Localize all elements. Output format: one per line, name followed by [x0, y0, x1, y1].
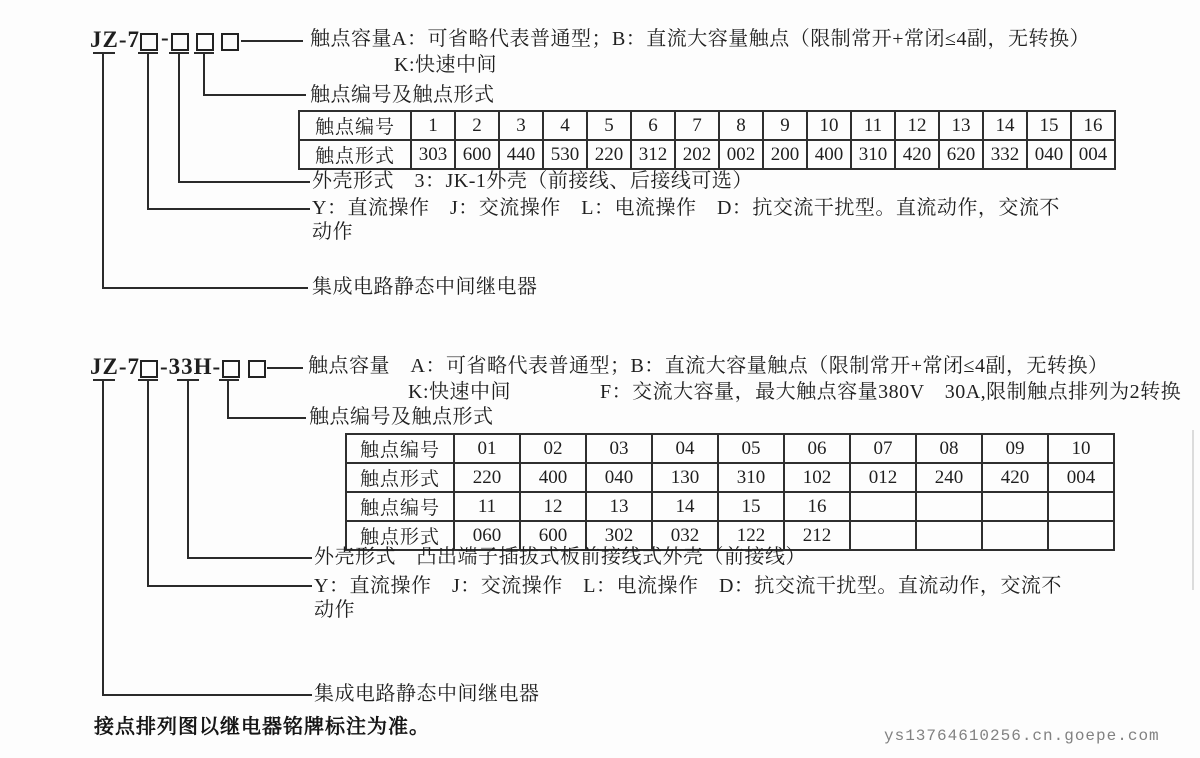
- table-cell: 02: [520, 434, 586, 463]
- row-header: 触点形式: [346, 521, 454, 550]
- table-cell: 310: [851, 140, 895, 169]
- row-header: 触点形式: [299, 140, 411, 169]
- table-cell: [916, 492, 982, 521]
- table-cell: [1048, 492, 1114, 521]
- model-code-2-box-1: [140, 360, 158, 378]
- model-code-1-box-2: [171, 33, 189, 51]
- table-cell: 004: [1071, 140, 1115, 169]
- operation-note-2-wrap: 动作: [314, 599, 355, 621]
- capacity-note-1-k: K:快速中间: [394, 54, 497, 76]
- contact-table-2: [345, 433, 1115, 551]
- table-cell: 302: [586, 521, 652, 550]
- connector-line: [147, 379, 149, 587]
- table-cell: 332: [983, 140, 1027, 169]
- table-cell: 122: [718, 521, 784, 550]
- table-cell: 10: [807, 111, 851, 140]
- table-cell: 07: [850, 434, 916, 463]
- connector-line: [241, 40, 303, 42]
- operation-note-1: Y：直流操作 J：交流操作 L：电流操作 D：抗交流干扰型。直流动作，交流不: [312, 197, 1060, 219]
- table-cell: 12: [520, 492, 586, 521]
- table-cell: [982, 492, 1048, 521]
- table-cell: 05: [718, 434, 784, 463]
- connector-line: [178, 181, 310, 183]
- connector-line: [187, 379, 189, 559]
- table-cell: 03: [586, 434, 652, 463]
- table-cell: 7: [675, 111, 719, 140]
- connector-line: [178, 52, 180, 183]
- table-cell: 16: [784, 492, 850, 521]
- table-row: [299, 111, 1115, 140]
- connector-line: [102, 694, 312, 696]
- tick-line: [93, 379, 115, 381]
- table-cell: 303: [411, 140, 455, 169]
- model-code-1-prefix: JZ-7: [90, 27, 140, 52]
- tick-line: [93, 52, 115, 54]
- table-cell: 002: [719, 140, 763, 169]
- connector-line: [102, 287, 308, 289]
- table-cell: 600: [520, 521, 586, 550]
- model-code-2-box-2: [222, 360, 240, 378]
- connector-line: [203, 52, 205, 96]
- table-cell: 14: [652, 492, 718, 521]
- table-cell: 14: [983, 111, 1027, 140]
- operation-note-2: Y：直流操作 J：交流操作 L：电流操作 D：抗交流干扰型。直流动作，交流不: [314, 575, 1062, 597]
- table-cell: 12: [895, 111, 939, 140]
- table-cell: 040: [586, 463, 652, 492]
- table-cell: [850, 521, 916, 550]
- table-cell: 9: [763, 111, 807, 140]
- table-cell: 10: [1048, 434, 1114, 463]
- shell-note-1: 外壳形式 3：JK-1外壳（前接线、后接线可选）: [312, 170, 753, 192]
- table-cell: 11: [851, 111, 895, 140]
- capacity-note-1: 触点容量A：可省略代表普通型；B：直流大容量触点（限制常开+常闭≤4副，无转换）: [310, 28, 1091, 50]
- table-cell: 13: [586, 492, 652, 521]
- connector-line: [227, 379, 229, 419]
- connector-line: [267, 367, 303, 369]
- row-header: 触点编号: [346, 434, 454, 463]
- table-row: [346, 463, 1114, 492]
- connector-line: [147, 208, 310, 210]
- table-cell: 200: [763, 140, 807, 169]
- capacity-note-2-f: F：交流大容量，最大触点容量380V 30A,限制触点排列为2转换: [600, 381, 1182, 403]
- table-cell: 530: [543, 140, 587, 169]
- contact-heading-1: 触点编号及触点形式: [310, 84, 495, 106]
- table-cell: 312: [631, 140, 675, 169]
- site-watermark: ys13764610256.cn.goepe.com: [884, 727, 1160, 745]
- table-cell: 11: [454, 492, 520, 521]
- connector-line: [227, 417, 306, 419]
- table-cell: 01: [454, 434, 520, 463]
- table-cell: [916, 521, 982, 550]
- table-cell: 06: [784, 434, 850, 463]
- table-cell: 310: [718, 463, 784, 492]
- tick-line: [219, 379, 239, 381]
- model-code-1-box-4: [221, 33, 239, 51]
- table-cell: 004: [1048, 463, 1114, 492]
- table-cell: 4: [543, 111, 587, 140]
- table-cell: 040: [1027, 140, 1071, 169]
- connector-line: [102, 52, 104, 289]
- table-cell: 440: [499, 140, 543, 169]
- table-row: [299, 140, 1115, 169]
- table-cell: 6: [631, 111, 675, 140]
- connector-line: [203, 94, 306, 96]
- table-cell: 8: [719, 111, 763, 140]
- table-cell: 012: [850, 463, 916, 492]
- table-cell: 08: [916, 434, 982, 463]
- scan-edge-artifact: [1192, 430, 1194, 590]
- table-cell: [982, 521, 1048, 550]
- connector-line: [102, 379, 104, 696]
- table-cell: 032: [652, 521, 718, 550]
- table-cell: 15: [1027, 111, 1071, 140]
- table-cell: 600: [455, 140, 499, 169]
- row-header: 触点形式: [346, 463, 454, 492]
- table-cell: 240: [916, 463, 982, 492]
- table-cell: 3: [499, 111, 543, 140]
- table-cell: 060: [454, 521, 520, 550]
- table-cell: 09: [982, 434, 1048, 463]
- table-cell: 04: [652, 434, 718, 463]
- product-name-2: 集成电路静态中间继电器: [314, 683, 540, 705]
- model-code-1-box-3: [196, 33, 214, 51]
- table-cell: 202: [675, 140, 719, 169]
- model-code-1-hyphen: -: [161, 25, 170, 50]
- capacity-note-2: 触点容量 A：可省略代表普通型；B：直流大容量触点（限制常开+常闭≤4副，无转换）: [308, 355, 1109, 377]
- table-row: [346, 492, 1114, 521]
- operation-note-1-wrap: 动作: [312, 221, 353, 243]
- model-code-2-mid: -33H-: [160, 354, 222, 379]
- table-cell: 5: [587, 111, 631, 140]
- connector-line: [147, 52, 149, 210]
- table-cell: 420: [895, 140, 939, 169]
- model-code-2-prefix: JZ-7: [90, 354, 140, 379]
- footer-note: 接点排列图以继电器铭牌标注为准。: [94, 716, 430, 738]
- table-cell: 212: [784, 521, 850, 550]
- table-cell: 220: [454, 463, 520, 492]
- table-cell: 220: [587, 140, 631, 169]
- shell-note-2: 外壳形式 凸出端子插拔式板前接线式外壳（前接线）: [314, 546, 806, 568]
- table-cell: 2: [455, 111, 499, 140]
- row-header: 触点编号: [299, 111, 411, 140]
- table-cell: 15: [718, 492, 784, 521]
- table-row: [346, 434, 1114, 463]
- table-cell: [850, 492, 916, 521]
- table-cell: 420: [982, 463, 1048, 492]
- table-cell: [1048, 521, 1114, 550]
- model-code-2-box-3: [248, 360, 266, 378]
- table-cell: 620: [939, 140, 983, 169]
- table-cell: 130: [652, 463, 718, 492]
- connector-line: [187, 557, 312, 559]
- connector-line: [147, 585, 312, 587]
- table-cell: 400: [807, 140, 851, 169]
- table-cell: 400: [520, 463, 586, 492]
- model-code-1-box-1: [140, 33, 158, 51]
- product-name-1: 集成电路静态中间继电器: [312, 276, 538, 298]
- capacity-note-2-k: K:快速中间: [408, 381, 511, 403]
- row-header: 触点编号: [346, 492, 454, 521]
- table-cell: 1: [411, 111, 455, 140]
- table-cell: 16: [1071, 111, 1115, 140]
- contact-table-1: [298, 110, 1116, 170]
- table-cell: 102: [784, 463, 850, 492]
- contact-heading-2: 触点编号及触点形式: [309, 406, 494, 428]
- table-cell: 13: [939, 111, 983, 140]
